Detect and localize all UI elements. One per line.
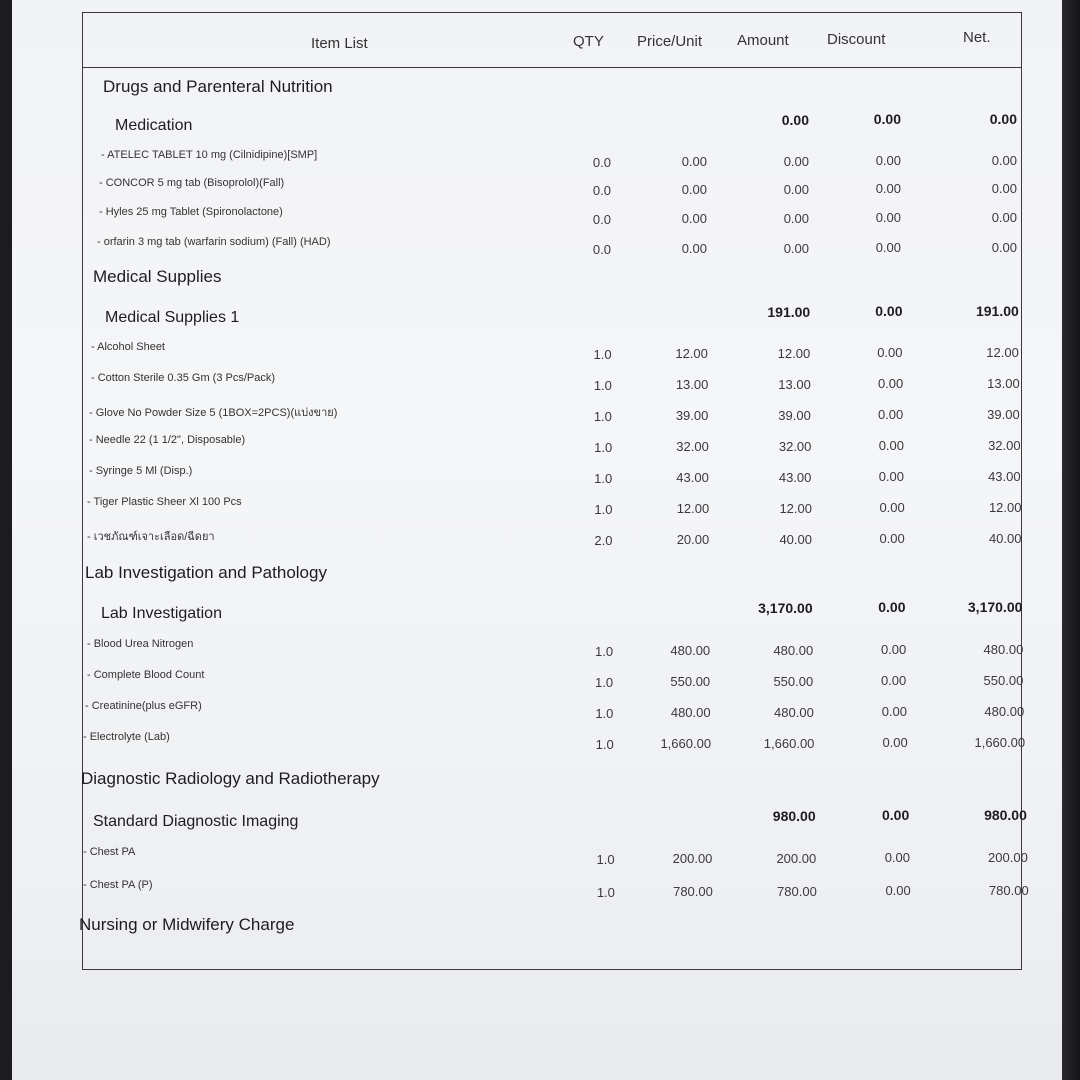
cell-amount: 480.00 (773, 642, 814, 658)
col-header-amount: Amount (737, 32, 789, 49)
cell-net: 0.00 (991, 209, 1017, 225)
cell-price: 12.00 (676, 501, 710, 517)
cell-net: 0.00 (989, 110, 1017, 127)
item-label: - CONCOR 5 mg tab (Bisoprolol)(Fall) (99, 177, 285, 189)
cell-price: 480.00 (670, 643, 711, 659)
item-label: - Blood Urea Nitrogen (87, 638, 194, 650)
cell-net: 3,170.00 (967, 598, 1023, 615)
cell-price: 20.00 (676, 532, 710, 548)
cell-discount: 0.00 (881, 704, 907, 720)
cell-net: 12.00 (986, 344, 1019, 360)
cell-net: 0.00 (991, 152, 1017, 168)
item-label: - Electrolyte (Lab) (83, 731, 170, 743)
cell-qty: 0.0 (592, 155, 611, 170)
cell-price: 1,660.00 (660, 736, 712, 752)
section-label: Diagnostic Radiology and Radiotherapy (81, 769, 380, 788)
cell-discount: 0.00 (879, 500, 905, 516)
cell-qty: 1.0 (595, 675, 614, 690)
cell-net: 191.00 (975, 302, 1019, 319)
cell-qty: 1.0 (594, 471, 613, 486)
cell-amount: 39.00 (778, 407, 811, 423)
cell-discount: 0.00 (880, 642, 907, 658)
bill-paper (12, 0, 1064, 1080)
section-label: Nursing or Midwifery Charge (79, 915, 295, 934)
item-label: - Chest PA (P) (83, 879, 153, 891)
cell-qty: 0.0 (592, 212, 611, 227)
cell-price: 780.00 (673, 884, 713, 900)
col-header-qty: QTY (573, 33, 604, 50)
cell-qty: 1.0 (595, 644, 614, 659)
header-divider (83, 67, 1021, 68)
cell-amount: 0.00 (783, 210, 809, 226)
item-label: - Glove No Powder Size 5 (1BOX=2PCS)(แบ่งขาย) (89, 407, 338, 419)
cell-amount: 12.00 (777, 345, 811, 361)
cell-discount: 0.00 (873, 111, 901, 128)
cell-discount: 0.00 (875, 181, 901, 197)
cell-amount: 191.00 (767, 303, 811, 320)
subgroup-label: Medication (115, 117, 193, 134)
cell-net: 0.00 (991, 180, 1017, 196)
cell-net: 0.00 (991, 239, 1017, 255)
cell-amount: 980.00 (772, 807, 816, 824)
cell-net: 43.00 (988, 468, 1021, 484)
cell-price: 12.00 (675, 346, 708, 362)
cell-qty: 1.0 (593, 347, 612, 362)
cell-price: 0.00 (681, 241, 707, 257)
col-header-net: Net. (963, 29, 991, 46)
cell-discount: 0.00 (878, 438, 904, 454)
cell-amount: 0.00 (783, 240, 809, 256)
cell-net: 480.00 (983, 641, 1024, 657)
cell-net: 12.00 (988, 499, 1022, 515)
item-label: - Cotton Sterile 0.35 Gm (3 Pcs/Pack) (91, 372, 276, 384)
cell-net: 550.00 (983, 672, 1024, 688)
cell-qty: 0.0 (592, 242, 611, 257)
subgroup-label: Medical Supplies 1 (105, 309, 240, 326)
cell-qty: 1.0 (595, 706, 614, 721)
cell-net: 980.00 (984, 806, 1027, 823)
col-header-price-unit: Price/Unit (637, 33, 703, 50)
cell-discount: 0.00 (877, 376, 904, 392)
cell-amount: 480.00 (774, 704, 814, 720)
cell-amount: 32.00 (778, 438, 812, 454)
item-label: - Syringe 5 Ml (Disp.) (89, 465, 193, 477)
cell-net: 780.00 (988, 882, 1029, 898)
cell-amount: 43.00 (778, 469, 812, 485)
cell-price: 550.00 (670, 674, 711, 690)
cell-amount: 1,660.00 (763, 735, 815, 751)
cell-qty: 0.0 (592, 183, 611, 198)
cell-discount: 0.00 (875, 153, 901, 169)
subgroup-label: Standard Diagnostic Imaging (93, 813, 299, 830)
item-label: - เวชภัณฑ์เจาะเลือด/ฉีดยา (87, 531, 215, 543)
cell-discount: 0.00 (884, 850, 910, 866)
cell-qty: 1.0 (593, 378, 612, 393)
cell-discount: 0.00 (877, 345, 903, 361)
cell-net: 480.00 (984, 703, 1025, 719)
cell-amount: 0.00 (783, 153, 809, 169)
bill-table (79, 12, 1029, 970)
cell-qty: 1.0 (594, 502, 613, 517)
cell-net: 32.00 (988, 437, 1021, 453)
cell-discount: 0.00 (878, 599, 906, 616)
section-label: Lab Investigation and Pathology (85, 563, 327, 582)
cell-amount: 13.00 (778, 376, 811, 392)
cell-amount: 12.00 (779, 500, 812, 516)
item-label: - Chest PA (83, 846, 136, 858)
col-header-item-list: Item List (311, 35, 368, 52)
cell-net: 39.00 (987, 406, 1020, 422)
col-header-discount: Discount (827, 31, 886, 48)
cell-qty: 1.0 (593, 409, 612, 424)
item-label: - Hyles 25 mg Tablet (Spironolactone) (99, 206, 283, 218)
subgroup-label: Lab Investigation (101, 605, 222, 622)
cell-net: 40.00 (988, 530, 1022, 546)
cell-discount: 0.00 (875, 240, 901, 256)
cell-price: 13.00 (675, 377, 709, 393)
cell-price: 39.00 (675, 408, 709, 424)
item-label: - Alcohol Sheet (91, 341, 165, 353)
cell-price: 43.00 (676, 470, 709, 486)
item-label: - Tiger Plastic Sheer Xl 100 Pcs (87, 496, 242, 508)
cell-price: 480.00 (670, 705, 711, 721)
cell-discount: 0.00 (880, 673, 907, 689)
cell-amount: 0.00 (781, 111, 809, 128)
cell-amount: 200.00 (776, 850, 817, 866)
item-label: - Needle 22 (1 1/2", Disposable) (89, 434, 246, 446)
cell-price: 0.00 (681, 182, 707, 198)
item-label: - ATELEC TABLET 10 mg (Cilnidipine)[SMP] (101, 149, 318, 161)
cell-qty: 1.0 (594, 440, 613, 455)
cell-price: 32.00 (676, 439, 709, 455)
cell-net: 1,660.00 (974, 734, 1026, 750)
section-label: Drugs and Parenteral Nutrition (103, 77, 333, 96)
item-label: - Complete Blood Count (87, 669, 205, 681)
cell-amount: 3,170.00 (758, 599, 813, 616)
cell-amount: 780.00 (777, 883, 817, 899)
cell-price: 200.00 (672, 851, 713, 867)
cell-discount: 0.00 (878, 469, 904, 485)
cell-amount: 0.00 (783, 181, 809, 197)
cell-discount: 0.00 (885, 883, 911, 899)
cell-discount: 0.00 (879, 531, 905, 547)
cell-amount: 550.00 (773, 673, 814, 689)
cell-discount: 0.00 (875, 303, 903, 320)
cell-qty: 1.0 (595, 737, 614, 752)
cell-discount: 0.00 (882, 735, 908, 751)
cell-qty: 2.0 (594, 533, 613, 548)
cell-price: 0.00 (681, 211, 707, 227)
item-label: - orfarin 3 mg tab (warfarin sodium) (Fall) (HAD) (97, 236, 331, 248)
cell-discount: 0.00 (877, 407, 904, 423)
cell-price: 0.00 (681, 154, 707, 170)
cell-qty: 1.0 (596, 852, 615, 867)
cell-qty: 1.0 (596, 885, 615, 900)
cell-discount: 0.00 (882, 807, 910, 824)
background-edge (1062, 0, 1080, 1080)
section-label: Medical Supplies (93, 267, 222, 286)
cell-net: 13.00 (987, 375, 1020, 391)
item-label: - Creatinine(plus eGFR) (85, 700, 202, 712)
cell-discount: 0.00 (875, 210, 901, 226)
cell-amount: 40.00 (779, 531, 812, 547)
cell-net: 200.00 (988, 849, 1028, 865)
